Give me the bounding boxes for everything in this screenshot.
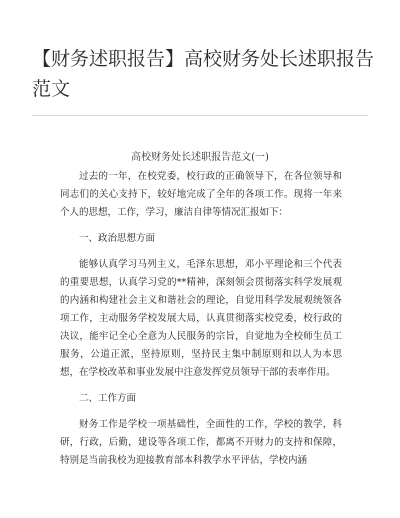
section-heading-work: 二、工作方面	[79, 393, 137, 404]
document-title: 【财务述职报告】高校财务处长述职报告范文	[32, 48, 375, 100]
section-body-politics: 能够认真学习马列主义，毛泽东思想，邓小平理论和三个代表的重要思想，认真学习党的**精神，深刻领会贯彻落实科学发展观的内涵和构建社会主义和谐社会的理论，自觉用科学发展观统领各项工作，主动服务学校发展大局，认真贯彻落实校党委，校行政的决议，能牢记全心全意为人民服务的宗旨，自觉地为全校师生员工服务，公道正派，坚持原则，坚持民主集中制原则和以人为本思想，在学校改革和事业发展中注意发挥党员领导干部的表率作用。	[60, 259, 342, 378]
section-heading-politics: 一、政治思想方面	[79, 233, 156, 244]
document-subtitle: 高校财务处长述职报告范文(一)	[131, 152, 269, 163]
title-divider	[32, 115, 368, 116]
document-body	[60, 168, 342, 470]
intro-paragraph: 过去的一年，在校党委，校行政的正确领导下，在各位领导和同志们的关心支持下，较好地完成了全年的各项工作。现将一年来个人的思想，工作，学习，廉洁自律等情况汇报如下：	[60, 171, 342, 218]
section-body-work: 财务工作是学校一项基础性，全面性的工作，学校的教学，科研，行政，后勤，建设等各项工作，都离不开财力的支持和保障，特别是当前我校为迎接教育部本科教学水平评估，学校内涵	[60, 419, 342, 466]
